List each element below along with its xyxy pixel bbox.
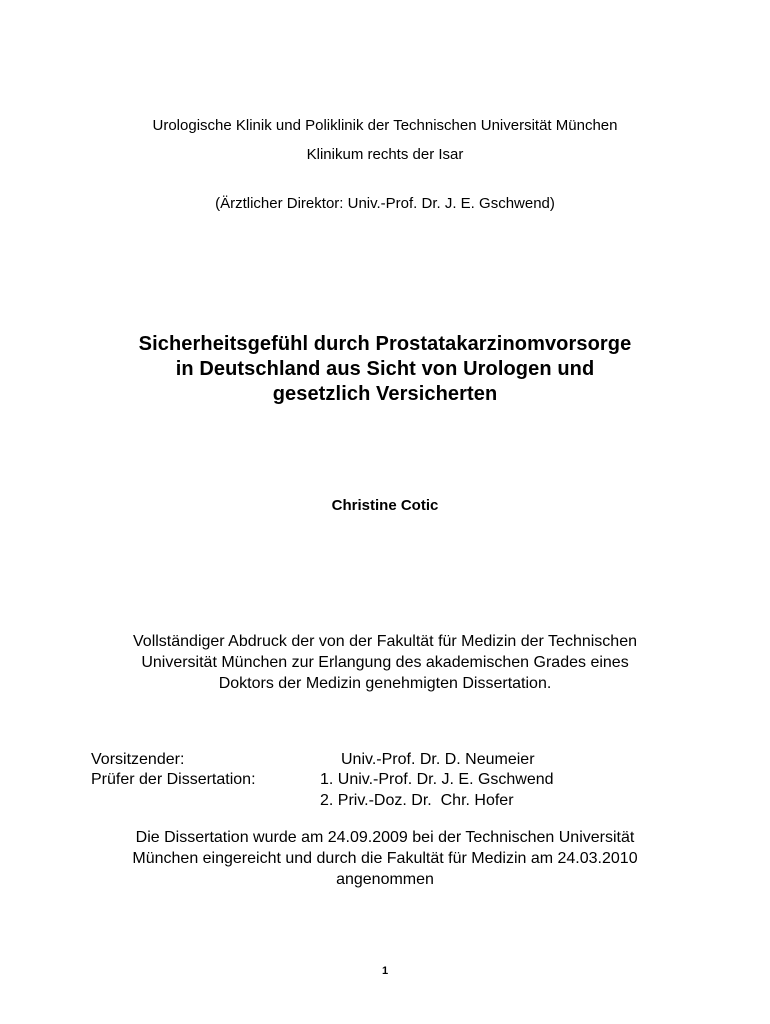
submission-line-3: angenommen (336, 871, 434, 888)
thesis-title-line-1: Sicherheitsgefühl durch Prostatakarzinomvorsorge (138, 333, 632, 355)
thesis-title-line-2: in Deutschland aus Sicht von Urologen und (175, 358, 595, 380)
chair-name: Univ.-Prof. Dr. D. Neumeier (341, 751, 535, 768)
chair-label: Vorsitzender: (91, 751, 185, 768)
statement-line-3: Doktors der Medizin genehmigten Dissertation. (218, 675, 552, 692)
institution-line: Urologische Klinik und Poliklinik der Technischen Universität München (152, 117, 618, 134)
statement-line-2: Universität München zur Erlangung des akademischen Grades eines (141, 654, 629, 671)
page-number: 1 (381, 965, 389, 977)
thesis-title-line-3: gesetzlich Versicherten (272, 383, 498, 405)
examiner-2: 2. Priv.-Doz. Dr. Chr. Hofer (320, 792, 514, 809)
director-line: (Ärztlicher Direktor: Univ.-Prof. Dr. J. E. Gschwend) (215, 195, 555, 212)
clinic-line: Klinikum rechts der Isar (306, 146, 464, 163)
statement-line-1: Vollständiger Abdruck der von der Fakultät für Medizin der Technischen (133, 633, 637, 650)
examiner-1: 1. Univ.-Prof. Dr. J. E. Gschwend (320, 771, 554, 788)
submission-line-1: Die Dissertation wurde am 24.09.2009 bei der Technischen Universität (135, 829, 635, 846)
author-name: Christine Cotic (331, 497, 439, 514)
examiners-label: Prüfer der Dissertation: (91, 771, 256, 788)
submission-line-2: München eingereicht und durch die Fakultät für Medizin am 24.03.2010 (132, 850, 638, 867)
